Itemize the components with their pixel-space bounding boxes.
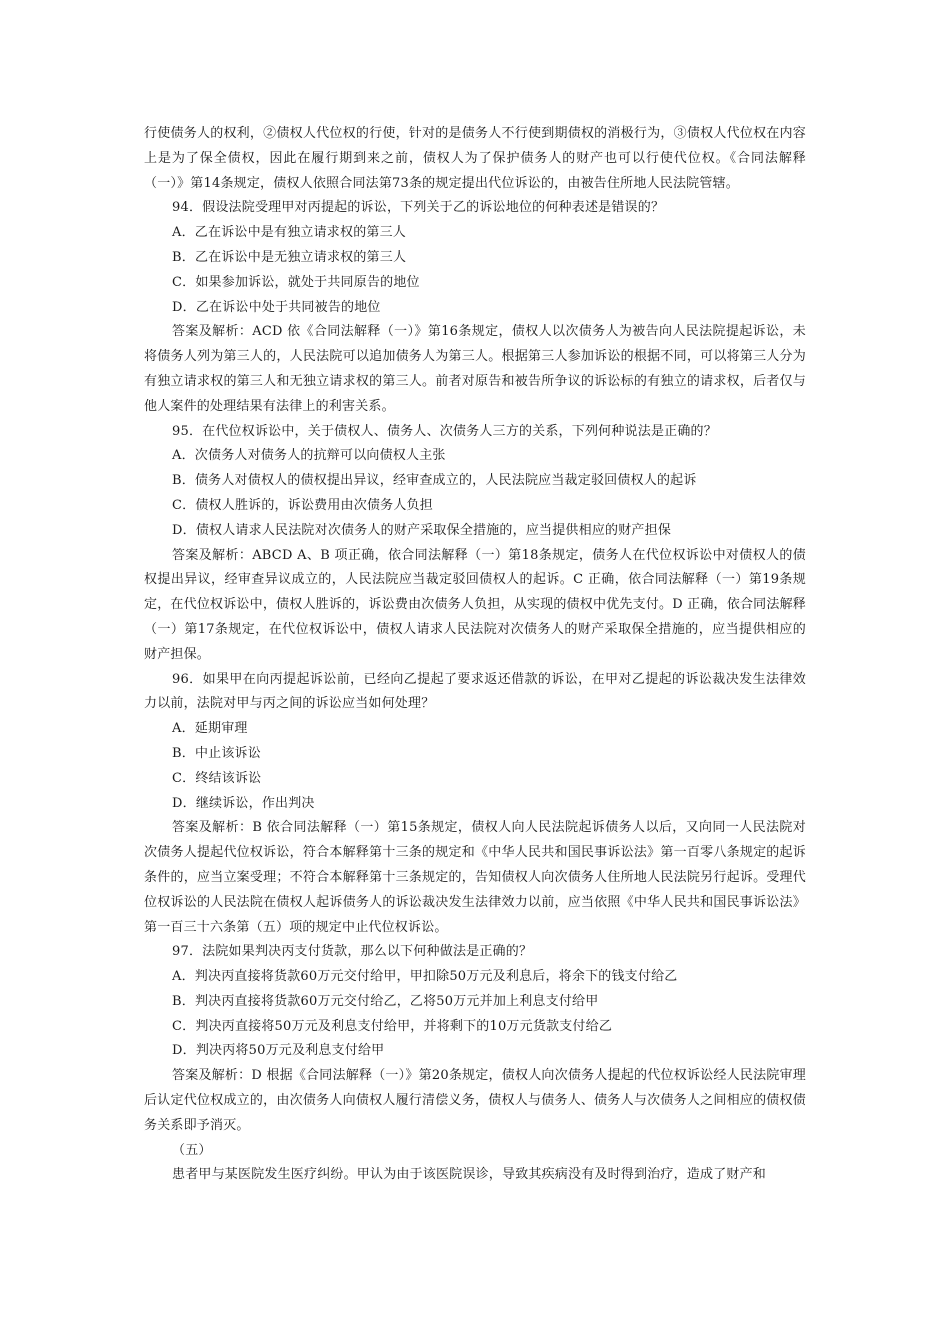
question-97-option-a: A．判决丙直接将货款60万元交付给甲，甲扣除50万元及利息后，将余下的钱支付给乙 xyxy=(172,969,678,985)
question-95-option-c: C．债权人胜诉的，诉讼费用由次债务人负担 xyxy=(172,497,433,513)
question-97-answer: 答案及解析：D 根据《合同法解释（一）》第20条规定，债权人向次债务人提起的代位权诉讼经人民法院审理后认定代位权成立的，由次债务人向债权人履行清偿义务，债权人与债务人、债务人与次债务人之间相应的债权债务关系即予消灭。 xyxy=(144,1068,806,1133)
question-97-stem: 97．法院如果判决丙支付货款，那么以下何种做法是正确的？ xyxy=(172,944,533,960)
question-95-answer: 答案及解析：ABCD A、B 项正确，依合同法解释（一）第18条规定，债务人在代位权诉讼中对债权人的债权提出异议，经审查异议成立的，人民法院应当裁定驳回债权人的起诉。C 正确，依合同法解释（一）第19条规定，在代位权诉讼中，债权人胜诉的，诉讼费由次债务人负担，从实现的债权中优先支付。D 正确，依合同法解释（一）第17条规定，在代位权诉讼中，债权人请求人民法院对次债务人的财产采取保全措施的，应当提供相应的财产担保。 xyxy=(144,547,806,662)
question-95-option-d: D．债权人请求人民法院对次债务人的财产采取保全措施的，应当提供相应的财产担保 xyxy=(172,522,672,538)
document-page xyxy=(144,122,806,1188)
question-96-stem: 96．如果甲在向丙提起诉讼前，已经向乙提起了要求返还借款的诉讼，在甲对乙提起的诉讼裁决发生法律效力以前，法院对甲与丙之间的诉讼应当如何处理？ xyxy=(144,671,806,712)
section-heading: （五） xyxy=(172,1142,212,1158)
question-95-option-a: A．次债务人对债务人的抗辩可以向债权人主张 xyxy=(172,448,446,464)
question-97-option-b: B．判决丙直接将货款60万元交付给乙，乙将50万元并加上利息支付给甲 xyxy=(172,993,599,1009)
question-96-option-b: B．中止该诉讼 xyxy=(172,745,261,761)
question-96-option-c: C．终结该诉讼 xyxy=(172,770,262,786)
question-94-option-b: B．乙在诉讼中是无独立请求权的第三人 xyxy=(172,249,407,265)
question-94-option-a: A．乙在诉讼中是有独立请求权的第三人 xyxy=(172,225,406,241)
question-94-stem: 94．假设法院受理甲对丙提起的诉讼，下列关于乙的诉讼地位的何种表述是错误的？ xyxy=(172,200,665,216)
question-94-option-c: C．如果参加诉讼，就处于共同原告的地位 xyxy=(172,274,420,290)
question-95-option-b: B．债务人对债权人的债权提出异议，经审查成立的，人民法院应当裁定驳回债权人的起诉 xyxy=(172,473,697,489)
question-94-answer: 答案及解析：ACD 依《合同法解释（一）》第16条规定，债权人以次债务人为被告向人民法院提起诉讼，未将债务人列为第三人的，人民法院可以追加债务人为第三人。根据第三人参加诉讼的根据不同，可以将第三人分为有独立请求权的第三人和无独立请求权的第三人。前者对原告和被告所争议的诉讼标的有独立的请求权，后者仅与他人案件的处理结果有法律上的利害关系。 xyxy=(144,324,806,414)
closing-paragraph: 患者甲与某医院发生医疗纠纷。甲认为由于该医院误诊，导致其疾病没有及时得到治疗，造成了财产和 xyxy=(172,1167,767,1183)
question-97-option-d: D．判决丙将50万元及利息支付给甲 xyxy=(172,1043,385,1059)
question-94-option-d: D．乙在诉讼中处于共同被告的地位 xyxy=(172,299,381,315)
question-97-option-c: C．判决丙直接将50万元及利息支付给甲，并将剩下的10万元货款支付给乙 xyxy=(172,1018,613,1034)
question-96-answer: 答案及解析：B 依合同法解释（一）第15条规定，债权人向人民法院起诉债务人以后，又向同一人民法院对次债务人提起代位权诉讼，符合本解释第十三条的规定和《中华人民共和国民事诉讼法》第一百零八条规定的起诉条件的，应当立案受理；不符合本解释第十三条规定的，告知债权人向次债务人住所地人民法院另行起诉。受理代位权诉讼的人民法院在债权人起诉债务人的诉讼裁决发生法律效力以前，应当依照《中华人民共和国民事诉讼法》第一百三十六条第（五）项的规定中止代位权诉讼。 xyxy=(144,820,806,935)
question-96-option-a: A．延期审理 xyxy=(172,721,248,737)
question-96-option-d: D．继续诉讼，作出判决 xyxy=(172,795,315,811)
intro-paragraph: 行使债务人的权利，②债权人代位权的行使，针对的是债务人不行使到期债权的消极行为，③债权人代位权在内容上是为了保全债权，因此在履行期到来之前，债权人为了保护债务人的财产也可以行使代位权。《合同法解释（一）》第14条规定，债权人依照合同法第73条的规定提出代位诉讼的，由被告住所地人民法院管辖。 xyxy=(144,126,806,191)
question-95-stem: 95．在代位权诉讼中，关于债权人、债务人、次债务人三方的关系，下列何种说法是正确的？ xyxy=(172,423,717,439)
